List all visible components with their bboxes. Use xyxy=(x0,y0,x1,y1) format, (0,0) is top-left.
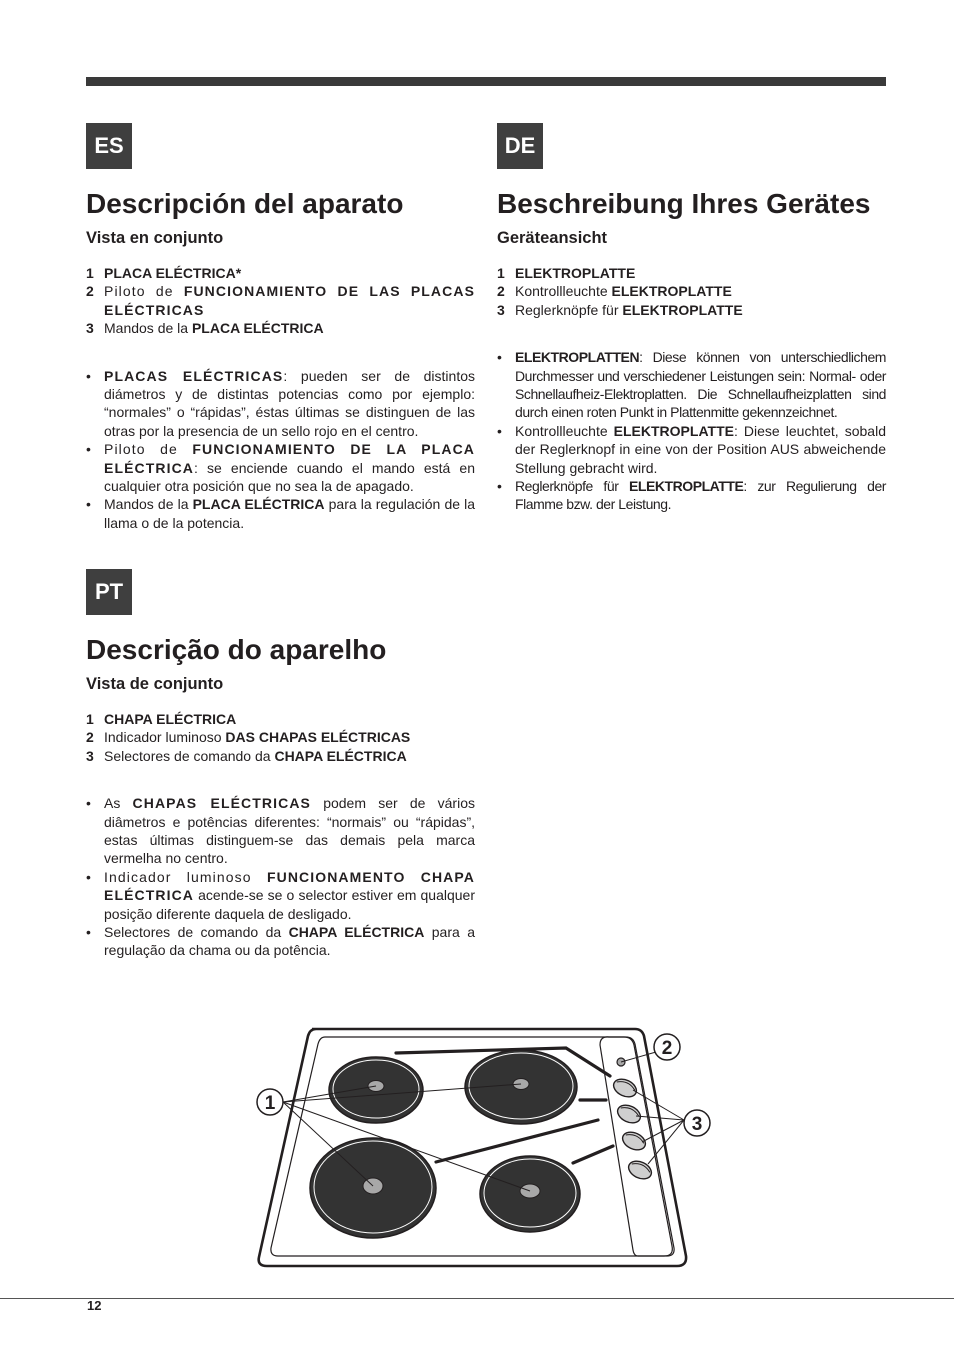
bullet-item: • ELEKTROPLATTEN: Diese können von unterschiedlichem Durchmesser und verschiedener Leistungen sein: Normal- oder Schnellaufheiz-Elektroplatten. Die Schnellaufheizplatten sind durch einen roten Punkt in Plattenmitte gekennzeichnet. xyxy=(497,349,886,421)
language-badge-de: DE xyxy=(497,123,543,169)
parts-item: 2 Indicador luminoso DAS CHAPAS ELÉCTRICAS xyxy=(86,729,411,746)
hotplate-rear-left xyxy=(329,1057,423,1123)
bullet-item: • Mandos de la PLACA ELÉCTRICA para la regulación de la llama o de la potencia. xyxy=(86,496,476,531)
callout-3 xyxy=(684,1110,710,1136)
bullet-item: • Piloto de FUNCIONAMIENTO DE LA PLACA ELÉCTRICA: se enciende cuando el mando está en cualquier otra posición que no sea la de apagado. xyxy=(86,441,476,495)
bullet-item: • PLACAS ELÉCTRICAS: pueden ser de distintos diámetros y de distintas potencias como por ejemplo: “normales” o “rápidas”, éstas últimas se distinguen de las otras por la presencia de un sello rojo en el centro. xyxy=(86,367,475,439)
bottom-rule xyxy=(0,1298,954,1299)
section-title-es: Descripción del aparato xyxy=(86,188,404,219)
parts-item: 1 ELEKTROPLATTE xyxy=(497,265,636,281)
callout-1 xyxy=(257,1089,283,1115)
section-subtitle-es: Vista en conjunto xyxy=(86,229,224,247)
bullet-item: • Indicador luminoso FUNCIONAMENTO CHAPA ELÉCTRICA acende-se se o selector estiver em qualquer posição diferente daquela de desligado. xyxy=(86,868,475,922)
description-list-de xyxy=(497,348,886,514)
section-de xyxy=(497,123,886,514)
language-badge-pt: PT xyxy=(86,569,132,615)
callout-2 xyxy=(654,1034,680,1060)
hob-diagram xyxy=(250,1020,703,1272)
callout-1-label: 1 xyxy=(264,1093,276,1114)
section-subtitle-pt: Vista de conjunto xyxy=(86,675,224,693)
parts-item: 3 Reglerknöpfe für ELEKTROPLATTE xyxy=(497,301,743,318)
parts-item: 3 Mandos de la PLACA ELÉCTRICA xyxy=(86,320,324,337)
description-list-es xyxy=(86,367,475,533)
description-list-pt xyxy=(86,794,475,960)
hotplate-front-left xyxy=(310,1138,436,1238)
bullet-item: • Reglerknöpfe für ELEKTROPLATTE: zur Regulierung der Flamme bzw. der Leistung. xyxy=(497,478,886,513)
parts-list-pt xyxy=(86,710,475,765)
page-number: 12 xyxy=(87,1298,102,1313)
section-title-pt: Descrição do aparelho xyxy=(86,634,387,665)
section-subtitle-de: Geräteansicht xyxy=(497,229,608,247)
callout-3-label: 3 xyxy=(691,1114,703,1135)
parts-item: 2 Kontrollleuchte ELEKTROPLATTE xyxy=(497,283,732,300)
bullet-item: • Kontrollleuchte ELEKTROPLATTE: Diese leuchtet, sobald der Reglerknopf in eine von der Position AUS abweichende Stellung gebracht wird. xyxy=(497,422,886,476)
parts-list-es xyxy=(86,264,475,338)
parts-item: 1 PLACA ELÉCTRICA* xyxy=(86,265,242,281)
section-es xyxy=(86,123,475,532)
bullet-item: • Selectores de comando da CHAPA ELÉCTRICA para a regulação da chama ou da potência. xyxy=(86,924,475,959)
parts-item: 2 Piloto de FUNCIONAMIENTO DE LAS PLACAS ELÉCTRICAS xyxy=(86,283,476,318)
callout-2-label: 2 xyxy=(661,1038,673,1059)
parts-item: 1 CHAPA ELÉCTRICA xyxy=(86,711,237,727)
top-rule xyxy=(86,77,886,86)
bullet-item: • As CHAPAS ELÉCTRICAS podem ser de vários diâmetros e potências diferentes: “normais” ou “rápidas”, estas últimas distinguem-se das demais pela marca vermelha no centro. xyxy=(86,795,475,867)
hotplate-front-right xyxy=(480,1156,580,1232)
language-badge-es: ES xyxy=(86,123,132,169)
parts-item: 3 Selectores de comando da CHAPA ELÉCTRICA xyxy=(86,747,407,764)
parts-list-de xyxy=(497,264,886,319)
section-title-de: Beschreibung Ihres Gerätes xyxy=(497,188,871,219)
section-pt xyxy=(86,569,475,960)
